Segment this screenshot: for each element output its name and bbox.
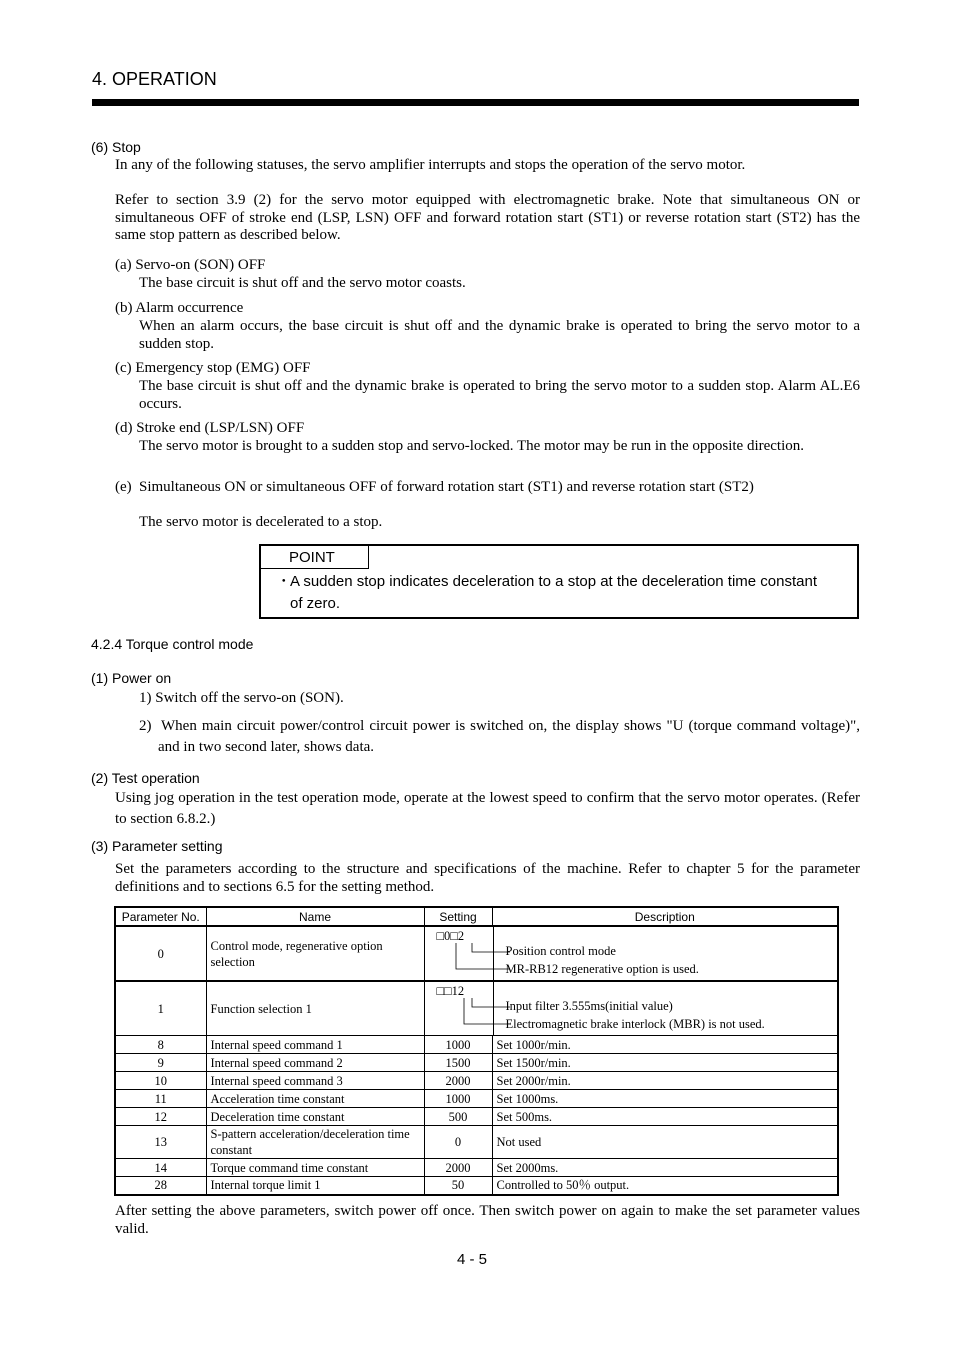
cell-name: Acceleration time constant	[206, 1090, 424, 1108]
point-text: A sudden stop indicates deceleration to a stop at the deceleration time constant of zero.	[290, 573, 818, 612]
subheading-parameter-setting: (3) Parameter setting	[91, 838, 223, 854]
table-row	[115, 926, 838, 981]
stop-item-d-text: The servo motor is brought to a sudden stop and servo-locked. The motor may be run in the opposite direction.	[139, 438, 805, 454]
cell-name: Deceleration time constant	[206, 1108, 424, 1126]
cell-no: 1	[115, 981, 206, 1036]
cell-description: Set 1000r/min.	[492, 1036, 838, 1054]
description-line-2: Electromagnetic brake interlock (MBR) is not used.	[505, 1017, 765, 1031]
header-name: Name	[206, 907, 424, 926]
cell-name: Internal torque limit 1	[206, 1177, 424, 1195]
cell-no: 12	[115, 1108, 206, 1126]
stop-intro-2: Refer to section 3.9 (2) for the servo motor equipped with electromagnetic brake. Note that simultaneous ON or simultaneous OFF of stroke end (LSP, LSN) OFF and forward rotation start (ST1) or reverse rotation start (ST2) has the same stop pattern as described below.	[115, 192, 860, 243]
header-description: Description	[492, 907, 838, 926]
setting-code: □□12	[436, 984, 465, 998]
page-number: 4 - 5	[457, 1251, 488, 1268]
cell-name: Function selection 1	[206, 981, 424, 1036]
cell-no: 28	[115, 1177, 206, 1195]
cell-description: Set 2000ms.	[492, 1159, 838, 1177]
cell-name: S-pattern acceleration/deceleration time constant	[206, 1126, 424, 1159]
table-row	[115, 981, 838, 1036]
parameter-table	[114, 906, 839, 1196]
cell-no: 8	[115, 1036, 206, 1054]
point-label: POINT	[259, 544, 369, 569]
cell-no: 14	[115, 1159, 206, 1177]
cell-no: 0	[115, 926, 206, 981]
stop-item-e-label: Simultaneous ON or simultaneous OFF of forward rotation start (ST1) and reverse rotation start (ST2)	[139, 479, 754, 495]
stop-item-a-label: (a) Servo-on (SON) OFF	[115, 257, 266, 273]
cell-no: 13	[115, 1126, 206, 1159]
setting-code: □0□2	[436, 929, 465, 943]
description-line-1: Input filter 3.555ms(initial value)	[505, 999, 673, 1013]
table-row	[115, 1090, 838, 1108]
stop-item-b-label: (b) Alarm occurrence	[115, 300, 244, 316]
power-on-step-1: 1) Switch off the servo-on (SON).	[139, 690, 344, 706]
power-on-step-2: When main circuit power/control circuit power is switched on, the display shows "U (torque command voltage)", and in two second later, shows data.	[158, 718, 860, 755]
cell-setting: 50	[424, 1177, 492, 1195]
stop-item-b-text: When an alarm occurs, the base circuit is shut off and the dynamic brake is operated to bring the servo motor to a sudden stop.	[139, 318, 860, 352]
cell-name: Internal speed command 2	[206, 1054, 424, 1072]
cell-description: Set 2000r/min.	[492, 1072, 838, 1090]
cell-setting: 1000	[424, 1036, 492, 1054]
header-rule	[92, 99, 859, 106]
header-parameter-no: Parameter No.	[115, 907, 206, 926]
test-operation-text: Using jog operation in the test operation mode, operate at the lowest speed to confirm that the servo motor operates. (Refer to section 6.8.2.)	[115, 790, 860, 827]
parameter-setting-text: Set the parameters according to the structure and specifications of the machine. Refer to chapter 5 for the parameter definitions and to sections 6.5 for the setting method.	[115, 861, 860, 895]
cell-setting-description	[424, 926, 838, 981]
stop-intro-1: In any of the following statuses, the servo amplifier interrupts and stops the operation of the servo motor.	[115, 157, 746, 173]
cell-no: 11	[115, 1090, 206, 1108]
stop-item-a-text: The base circuit is shut off and the servo motor coasts.	[139, 275, 466, 291]
table-row	[115, 1177, 838, 1195]
cell-setting: 1500	[424, 1054, 492, 1072]
cell-name: Torque command time constant	[206, 1159, 424, 1177]
cell-name: Internal speed command 3	[206, 1072, 424, 1090]
table-row	[115, 1108, 838, 1126]
stop-item-c-label: (c) Emergency stop (EMG) OFF	[115, 360, 311, 376]
description-line-1: Position control mode	[505, 944, 616, 958]
header-setting: Setting	[424, 907, 492, 926]
subheading-test-operation: (2) Test operation	[91, 770, 200, 786]
cell-description: Not used	[492, 1126, 838, 1159]
after-setting-text: After setting the above parameters, switch power off once. Then switch power on again to make the set parameter values valid.	[115, 1203, 860, 1237]
cell-description: Set 500ms.	[492, 1108, 838, 1126]
power-on-step-2-num: 2)	[139, 718, 152, 734]
cell-setting-description	[424, 981, 838, 1036]
table-row	[115, 1054, 838, 1072]
cell-setting: 2000	[424, 1159, 492, 1177]
cell-no: 9	[115, 1054, 206, 1072]
cell-setting: 2000	[424, 1072, 492, 1090]
table-row	[115, 1159, 838, 1177]
description-line-2: MR-RB12 regenerative option is used.	[505, 962, 699, 976]
cell-name: Internal speed command 1	[206, 1036, 424, 1054]
table-row	[115, 1126, 838, 1159]
cell-setting: 500	[424, 1108, 492, 1126]
chapter-title: 4. OPERATION	[92, 69, 217, 89]
point-bullet: ･	[280, 573, 288, 590]
cell-description: Set 1500r/min.	[492, 1054, 838, 1072]
table-row	[115, 1072, 838, 1090]
cell-description: Set 1000ms.	[492, 1090, 838, 1108]
section-heading-stop: (6) Stop	[91, 139, 141, 155]
section-heading-torque: 4.2.4 Torque control mode	[91, 636, 254, 652]
stop-item-d-label: (d) Stroke end (LSP/LSN) OFF	[115, 420, 305, 436]
cell-setting: 1000	[424, 1090, 492, 1108]
subheading-power-on: (1) Power on	[91, 670, 172, 686]
stop-item-e-prefix: (e)	[115, 479, 132, 495]
cell-no: 10	[115, 1072, 206, 1090]
stop-item-c-text: The base circuit is shut off and the dynamic brake is operated to bring the servo motor to a sudden stop. Alarm AL.E6 occurs.	[139, 378, 860, 412]
cell-name: Control mode, regenerative option selection	[206, 926, 424, 981]
stop-item-e-text: The servo motor is decelerated to a stop.	[139, 514, 383, 530]
cell-setting: 0	[424, 1126, 492, 1159]
cell-description: Controlled to 50％ output.	[492, 1177, 838, 1195]
table-header-row	[115, 907, 838, 926]
table-row	[115, 1036, 838, 1054]
